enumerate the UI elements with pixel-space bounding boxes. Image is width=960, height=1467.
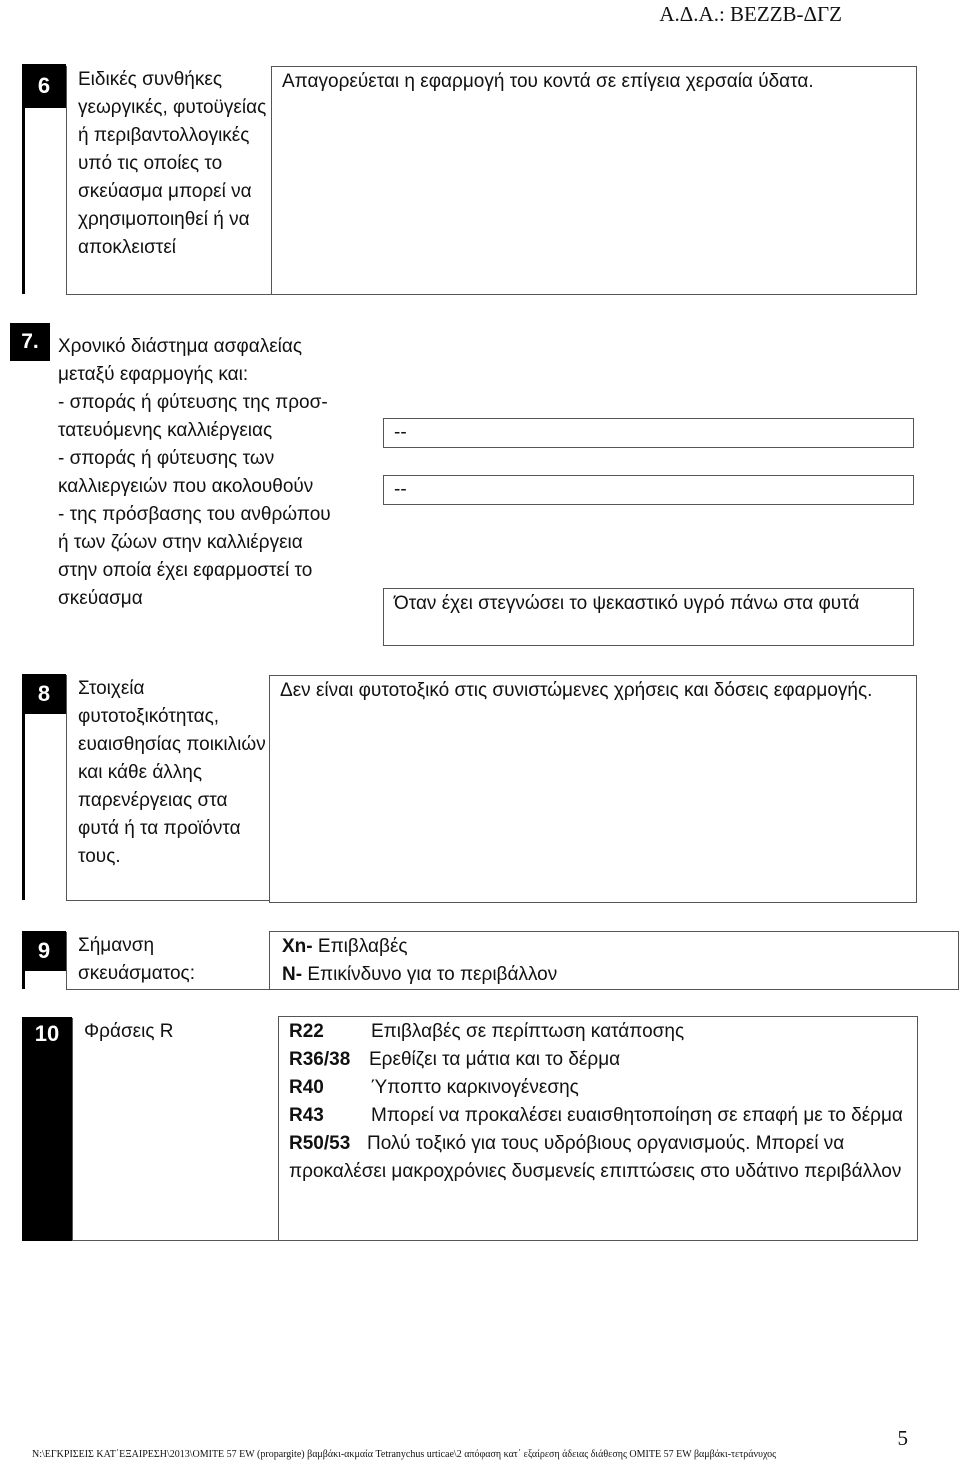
section-8-number: 8	[22, 674, 66, 714]
r-phrase-text: Επιβλαβές σε περίπτωση κατάποσης	[371, 1021, 685, 1042]
hazard-symbol-xn	[282, 933, 946, 961]
section-7-label-line: μεταξύ εφαρμογής και:	[58, 364, 249, 385]
section-7-label-line: - σποράς ή φύτευσης των	[58, 448, 275, 469]
section-7-label-line: τατευόμενης καλλιέργειας	[58, 420, 273, 441]
r-phrase-code: R36/38	[289, 1049, 351, 1070]
section-8-label: Στοιχεία φυτοτοξικότητας, ευαισθησίας ποικιλιών και κάθε άλλης παρενέργειας στα φυτά ή τα προϊόντα τους.	[66, 675, 269, 901]
section-6-number: 6	[22, 64, 66, 108]
section-9-number-strip	[22, 971, 25, 989]
section-7-following-crops-interval: --	[383, 475, 914, 505]
r-phrase-item	[289, 1074, 907, 1102]
r-phrase-text: Ερεθίζει τα μάτια και το δέρμα	[369, 1049, 621, 1070]
r-phrase-item	[289, 1018, 907, 1046]
section-10-number: 10	[22, 1017, 72, 1241]
section-7-label-line: στην οποία έχει εφαρμοστεί το	[58, 560, 313, 581]
section-7-label-line: σκεύασμα	[58, 588, 143, 609]
hazard-code: N-	[282, 964, 303, 985]
ada-code: Α.Δ.Α.: ΒΕΖΖΒ-ΔΓΖ	[659, 2, 842, 26]
hazard-symbol-n	[282, 961, 946, 989]
section-6-value: Απαγορεύεται η εφαρμογή του κοντά σε επίγεια χερσαία ύδατα.	[271, 66, 917, 295]
r-phrase-item	[289, 1130, 907, 1186]
section-7-label-line: Χρονικό διάστημα ασφαλείας	[58, 336, 303, 357]
section-9-number: 9	[22, 931, 66, 971]
section-10-r-phrases	[278, 1016, 918, 1241]
r-phrase-code: R50/53	[289, 1133, 351, 1154]
section-7-label-line: - σποράς ή φύτευσης της προσ-	[58, 392, 328, 413]
r-phrase-item	[289, 1102, 907, 1130]
r-phrase-text: Ύποπτο καρκινογένεσης	[371, 1077, 579, 1098]
r-phrase-code: R22	[289, 1021, 324, 1042]
section-7-sowing-interval: --	[383, 418, 914, 448]
file-path-footer: N:\ΕΓΚΡΙΣΕΙΣ ΚΑΤ΄ΕΞΑΙΡΕΣΗ\2013\OMITE 57 EW (propargite) βαμβάκι-ακμαία Tetranychus urticae\2 απόφαση κατ΄ εξαίρεση άδειας διάθεσης OMITE 57 EW βαμβάκι-τετράνυχος	[32, 1449, 777, 1460]
page-number: 5	[897, 1426, 908, 1450]
r-phrase-text: Πολύ τοξικό για τους υδρόβιους οργανισμούς. Μπορεί να προκαλέσει μακροχρόνιες δυσμενείς επιπτώσεις στο υδάτινο περιβάλλον	[289, 1133, 902, 1182]
section-8-value: Δεν είναι φυτοτοξικό στις συνιστώμενες χρήσεις και δόσεις εφαρμογής.	[269, 675, 917, 903]
section-9-label: Σήμανση σκευάσματος:	[66, 932, 269, 990]
section-6-label: Ειδικές συνθήκες γεωργικές, φυτοϋγείας ή περιβαντολλογικές υπό τις οποίες το σκεύασμα μπορεί να χρησιμοποιηθεί ή να αποκλειστεί	[66, 66, 271, 295]
r-phrase-text: Μπορεί να προκαλέσει ευαισθητοποίηση σε επαφή με το δέρμα	[371, 1105, 903, 1126]
section-7-label-line: ή των ζώων στην καλλιέργεια	[58, 532, 303, 553]
hazard-text: Επιβλαβές	[317, 936, 408, 957]
section-7-reentry-interval: Όταν έχει στεγνώσει το ψεκαστικό υγρό πάνω στα φυτά	[383, 588, 914, 646]
section-8-number-strip	[22, 714, 25, 900]
section-7-label-line: καλλιεργειών που ακολουθούν	[58, 476, 314, 497]
hazard-text: Επικίνδυνο για το περιβάλλον	[307, 964, 558, 985]
hazard-code: Xn-	[282, 936, 313, 957]
section-6-number-strip	[22, 108, 25, 294]
r-phrase-code: R40	[289, 1077, 324, 1098]
section-7-label-line: - της πρόσβασης του ανθρώπου	[58, 504, 331, 525]
section-9-labelling	[269, 931, 959, 990]
section-7-label	[58, 333, 378, 613]
section-10-label: Φράσεις R	[72, 1018, 278, 1241]
r-phrase-code: R43	[289, 1105, 324, 1126]
section-7-number: 7.	[10, 323, 50, 361]
r-phrase-item	[289, 1046, 907, 1074]
